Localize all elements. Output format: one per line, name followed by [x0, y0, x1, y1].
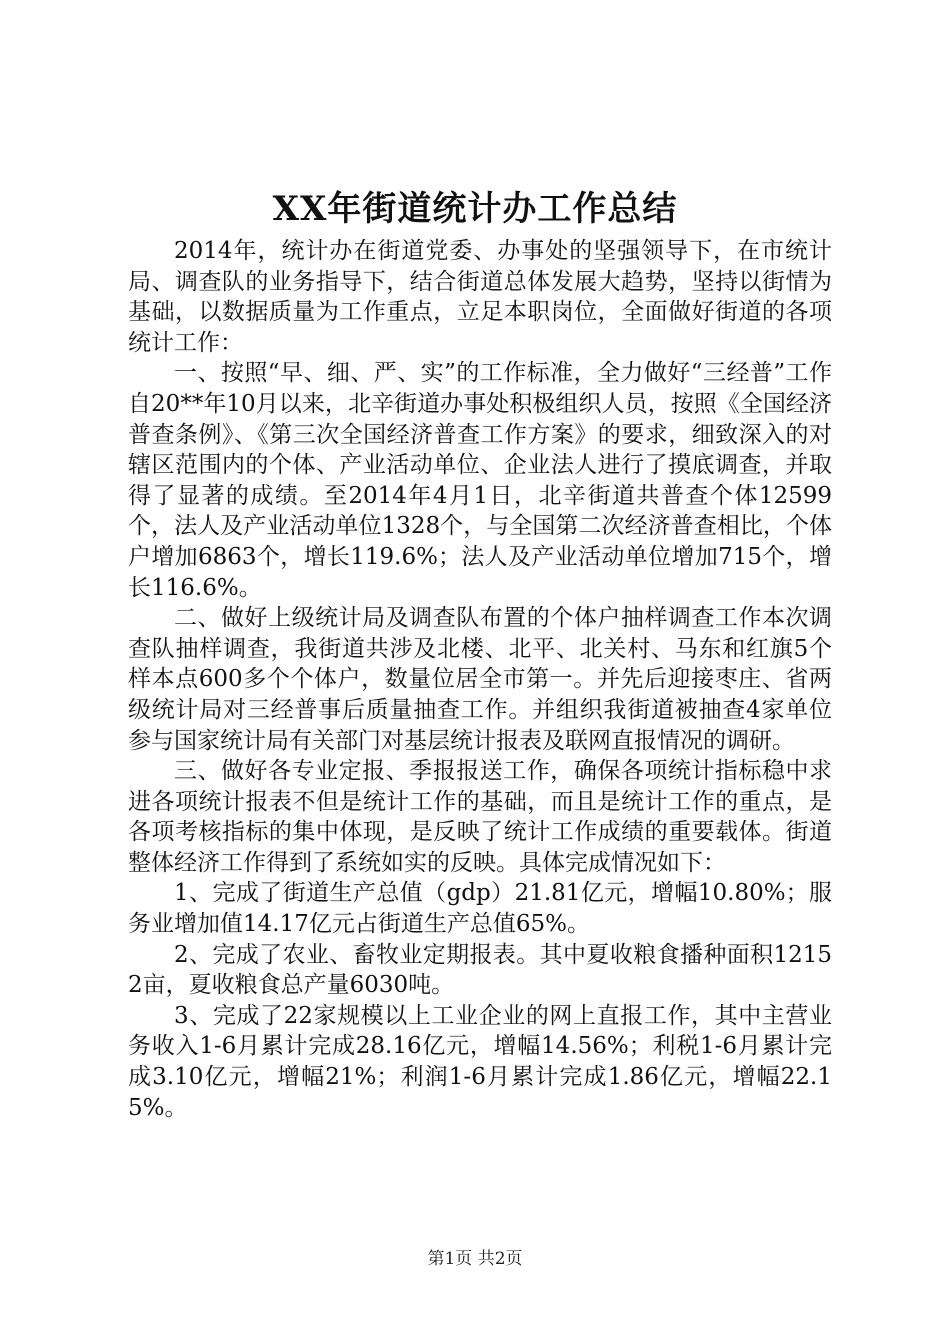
paragraph-intro: 2014年，统计办在街道党委、办事处的坚强领导下，在市统计局、调查队的业务指导下，结合街道总体发展大趋势，坚持以街情为基础，以数据质量为工作重点，立足本职岗位，全面做好街道的各项统计工作： — [128, 238, 832, 356]
paragraph-item-2: 2、完成了农业、畜牧业定期报表。其中夏收粮食播种面积12152亩，夏收粮食总产量6030吨。 — [128, 941, 832, 999]
paragraph-section-3: 三、做好各专业定报、季报报送工作，确保各项统计指标稳中求进各项统计报表不但是统计工作的基础，而且是统计工作的重点，是各项考核指标的集中体现，是反映了统计工作成绩的重要载体。街道整体经济工作得到了系统如实的反映。具体完成情况如下： — [128, 758, 832, 876]
paragraph-section-2: 二、做好上级统计局及调查队布置的个体户抽样调查工作本次调查队抽样调查，我街道共涉及北楼、北平、北关村、马东和红旗5个样本点600多个个体户，数量位居全市第一。并先后迎接枣庄、省两级统计局对三经普事后质量抽查工作。并组织我街道被抽查4家单位参与国家统计局有关部门对基层统计报表及联网直报情况的调研。 — [128, 605, 832, 754]
page-footer: 第1页 共2页 — [427, 1249, 523, 1269]
paragraph-item-3: 3、完成了22家规模以上工业企业的网上直报工作，其中主营业务收入1-6月累计完成28.16亿元，增幅14.56%；利税1-6月累计完成3.10亿元，增幅21%；利润1-6月累计完成1.86亿元，增幅22.15%。 — [128, 1002, 832, 1121]
document-body — [128, 236, 832, 1123]
paragraph-section-1: 一、按照“早、细、严、实”的工作标准，全力做好“三经普”工作自20**年10月以来，北辛街道办事处积极组织人员，按照《全国经济普查条例》、《第三次全国经济普查工作方案》的要求，细致深入的对辖区范围内的个体、产业活动单位、企业法人进行了摸底调查，并取得了显著的成绩。至2014年4月1日，北辛街道共普查个体12599个，法人及产业活动单位1328个，与全国第二次经济普查相比，个体户增加6863个，增长119.6%；法人及产业活动单位增加715个，增长116.6%。 — [128, 360, 832, 601]
paragraph-item-1: 1、完成了街道生产总值（gdp）21.81亿元，增幅10.80%；服务业增加值14.17亿元占街道生产总值65%。 — [128, 880, 832, 938]
document-title: XX年街道统计办工作总结 — [272, 189, 678, 229]
